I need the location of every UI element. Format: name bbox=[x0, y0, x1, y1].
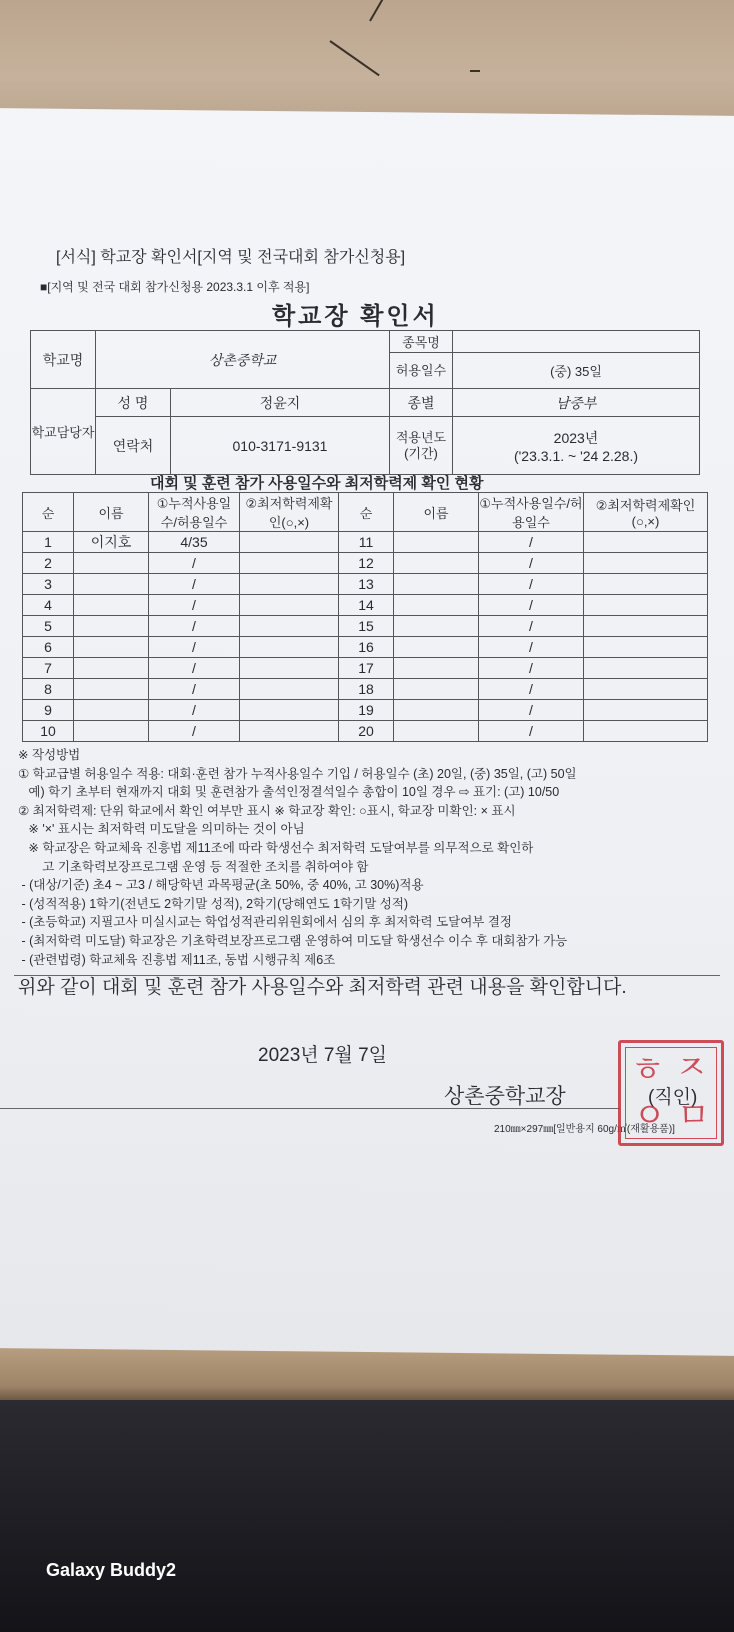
cell-no: 5 bbox=[23, 616, 74, 637]
cell-days: / bbox=[479, 616, 584, 637]
header-days: ①누적사용일수/허용일수 bbox=[149, 493, 240, 532]
divider bbox=[0, 1108, 620, 1109]
cell-days: / bbox=[479, 595, 584, 616]
guide-line: ① 학교급별 허용일수 적용: 대회·훈련 참가 누적사용일수 기입 / 허용일수 (초) 20일, (중) 35일, (고) 50일 bbox=[18, 766, 577, 781]
confirmation-statement: 위와 같이 대회 및 훈련 참가 사용일수와 최저학력 관련 내용을 확인합니다. bbox=[18, 977, 627, 998]
cell-name bbox=[74, 595, 149, 616]
cell-days: / bbox=[479, 553, 584, 574]
category-label: 종별 bbox=[390, 389, 453, 417]
period-range: ('23.3.1. ~ '24 2.28.) bbox=[513, 447, 639, 464]
sport-label: 종목명 bbox=[390, 331, 453, 353]
cell-name bbox=[74, 658, 149, 679]
cell-no: 17 bbox=[339, 658, 394, 679]
cell-days: / bbox=[149, 616, 240, 637]
cell-name bbox=[74, 679, 149, 700]
contact-label: 연락처 bbox=[96, 417, 171, 475]
cell-days: / bbox=[149, 637, 240, 658]
period-label: 적용년도(기간) bbox=[390, 417, 453, 475]
cell-no: 12 bbox=[339, 553, 394, 574]
table-row bbox=[23, 553, 708, 574]
cell-no: 8 bbox=[23, 679, 74, 700]
period-cell bbox=[453, 417, 700, 475]
header-check: ②최저학력제확인(○,×) bbox=[584, 493, 708, 532]
cell-name bbox=[394, 595, 479, 616]
cell-check bbox=[584, 574, 708, 595]
guide-line: ※ '×' 표시는 최저학력 미도달을 의미하는 것이 아님 bbox=[18, 822, 305, 837]
guide-line: ② 최저학력제: 단위 학교에서 확인 여부만 표시 ※ 학교장 확인: ○표시, 학교장 미확인: × 표시 bbox=[18, 803, 516, 818]
cell-name bbox=[394, 700, 479, 721]
cell-no: 13 bbox=[339, 574, 394, 595]
allowed-days-value: (중) 35일 bbox=[453, 353, 700, 389]
guide-line: - (성적적용) 1학기(전년도 2학기말 성적), 2학기(당해연도 1학기말 성적) bbox=[18, 896, 409, 911]
guide-line: - (대상/기준) 초4 ~ 고3 / 해당학년 과목평균(초 50%, 중 40%, 고 30%)적용 bbox=[18, 878, 424, 893]
wall-crack bbox=[329, 40, 379, 76]
staff-label: 학교담당자 bbox=[31, 389, 96, 475]
principal-name: 상촌중학교장 bbox=[444, 1085, 566, 1108]
cell-check bbox=[584, 616, 708, 637]
cell-no: 4 bbox=[23, 595, 74, 616]
cell-no: 6 bbox=[23, 637, 74, 658]
cell-no: 16 bbox=[339, 637, 394, 658]
cell-no: 15 bbox=[339, 616, 394, 637]
cell-no: 3 bbox=[23, 574, 74, 595]
apply-note: ■[지역 및 전국 대회 참가신청용 2023.3.1 이후 적용] bbox=[40, 280, 310, 294]
cell-name bbox=[394, 532, 479, 553]
cell-days: / bbox=[149, 574, 240, 595]
name-label: 성 명 bbox=[96, 389, 171, 417]
cell-name bbox=[394, 574, 479, 595]
period-year: 2023년 bbox=[553, 429, 599, 446]
cell-days: / bbox=[479, 658, 584, 679]
table-row bbox=[23, 658, 708, 679]
school-value: 상촌중학교 bbox=[96, 331, 390, 389]
cell-days: / bbox=[149, 721, 240, 742]
form-label: [서식] 학교장 확인서[지역 및 전국대회 참가신청용] bbox=[56, 249, 406, 266]
table-row bbox=[23, 679, 708, 700]
cell-days: / bbox=[479, 721, 584, 742]
cell-check bbox=[584, 532, 708, 553]
camera-watermark: Galaxy Buddy2 bbox=[46, 1560, 177, 1580]
header-no: 순 bbox=[23, 493, 74, 532]
header-name: 이름 bbox=[394, 493, 479, 532]
cell-days: 4/35 bbox=[149, 532, 240, 553]
cell-no: 19 bbox=[339, 700, 394, 721]
guide-line: ※ 작성방법 bbox=[18, 748, 81, 762]
cell-check bbox=[240, 658, 339, 679]
cell-check bbox=[240, 700, 339, 721]
wall-crack bbox=[369, 0, 393, 22]
cell-name bbox=[74, 721, 149, 742]
seal-mark: ㅇ bbox=[633, 1096, 666, 1136]
cell-check bbox=[584, 700, 708, 721]
cell-no: 7 bbox=[23, 658, 74, 679]
guide-line: - (관련법령) 학교체육 진흥법 제11조, 동법 시행규칙 제6조 bbox=[18, 952, 336, 967]
cell-check bbox=[584, 595, 708, 616]
cell-check bbox=[240, 595, 339, 616]
cell-days: / bbox=[479, 574, 584, 595]
cell-check bbox=[240, 553, 339, 574]
table-row bbox=[23, 721, 708, 742]
signature-mark: (직인) bbox=[648, 1087, 698, 1108]
cell-name bbox=[74, 637, 149, 658]
wall-crack bbox=[470, 70, 480, 72]
cell-check bbox=[584, 553, 708, 574]
cell-no: 11 bbox=[339, 532, 394, 553]
status-title: 대회 및 훈련 참가 사용일수와 최저학력제 확인 현황 bbox=[150, 475, 484, 492]
cell-days: / bbox=[479, 637, 584, 658]
guide-line: ※ 학교장은 학교체육 진흥법 제11조에 따라 학생선수 최저학력 도달여부를 의무적으로 확인하 bbox=[18, 840, 534, 855]
writing-guide bbox=[18, 746, 718, 969]
guide-line: - (최저학력 미도달) 학교장은 기초학력보장프로그램 운영하여 미도달 학생선수 이수 후 대회참가 가능 bbox=[18, 933, 568, 948]
cell-check bbox=[584, 658, 708, 679]
category-value: 남중부 bbox=[453, 389, 700, 417]
guide-line: - (초등학교) 지필고사 미실시교는 학업성적관리위원회에서 심의 후 최저학력 도달여부 결정 bbox=[18, 915, 512, 930]
cell-check bbox=[240, 616, 339, 637]
sport-value bbox=[453, 331, 700, 353]
guide-line: 고 기초학력보장프로그램 운영 등 적절한 조치를 취하여야 함 bbox=[18, 859, 369, 874]
cell-no: 18 bbox=[339, 679, 394, 700]
table-row bbox=[23, 616, 708, 637]
cell-no: 10 bbox=[23, 721, 74, 742]
cell-name: 이지호 bbox=[74, 532, 149, 553]
allowed-days-label: 허용일수 bbox=[390, 353, 453, 389]
cell-name bbox=[394, 679, 479, 700]
table-row bbox=[23, 700, 708, 721]
paper-size-note: 210㎜×297㎜[일반용지 60g/㎡(재활용품)] bbox=[494, 1124, 675, 1135]
cell-no: 1 bbox=[23, 532, 74, 553]
table-row bbox=[23, 532, 708, 553]
school-label: 학교명 bbox=[31, 331, 96, 389]
status-grid-body bbox=[23, 532, 708, 742]
cell-days: / bbox=[479, 532, 584, 553]
header-days: ①누적사용일수/허용일수 bbox=[479, 493, 584, 532]
header-no: 순 bbox=[339, 493, 394, 532]
cell-days: / bbox=[149, 679, 240, 700]
cell-check bbox=[584, 721, 708, 742]
confirm-date: 2023년 7월 7일 bbox=[258, 1045, 388, 1066]
cell-check bbox=[240, 679, 339, 700]
seal-mark: ㅁ bbox=[677, 1096, 710, 1136]
info-table bbox=[30, 330, 700, 475]
cell-name bbox=[394, 637, 479, 658]
name-value: 정윤지 bbox=[171, 389, 390, 417]
cell-check bbox=[240, 574, 339, 595]
document-title: 학교장 확인서 bbox=[272, 303, 439, 330]
table-row bbox=[23, 574, 708, 595]
cell-check bbox=[240, 637, 339, 658]
header-name: 이름 bbox=[74, 493, 149, 532]
cell-check bbox=[240, 532, 339, 553]
cell-no: 2 bbox=[23, 553, 74, 574]
cell-days: / bbox=[149, 595, 240, 616]
cell-no: 9 bbox=[23, 700, 74, 721]
cell-days: / bbox=[149, 658, 240, 679]
cell-name bbox=[74, 574, 149, 595]
cell-check bbox=[584, 679, 708, 700]
cell-name bbox=[74, 616, 149, 637]
school-seal-stamp bbox=[618, 1040, 724, 1146]
cell-days: / bbox=[149, 700, 240, 721]
cell-name bbox=[74, 553, 149, 574]
table-row bbox=[23, 595, 708, 616]
cell-name bbox=[394, 616, 479, 637]
cell-name bbox=[394, 721, 479, 742]
cell-days: / bbox=[479, 679, 584, 700]
cell-days: / bbox=[149, 553, 240, 574]
cell-days: / bbox=[479, 700, 584, 721]
contact-value: 010-3171-9131 bbox=[171, 417, 390, 475]
cell-no: 20 bbox=[339, 721, 394, 742]
cell-check bbox=[584, 637, 708, 658]
cell-no: 14 bbox=[339, 595, 394, 616]
header-check: ②최저학력제확인(○,×) bbox=[240, 493, 339, 532]
seal-mark: ㅎ bbox=[631, 1050, 664, 1090]
table-row bbox=[23, 637, 708, 658]
seal-mark: ㅈ bbox=[675, 1048, 708, 1088]
cell-name bbox=[394, 553, 479, 574]
cell-name bbox=[394, 658, 479, 679]
floor-background bbox=[0, 1400, 734, 1632]
cell-check bbox=[240, 721, 339, 742]
guide-line: 예) 학기 초부터 현재까지 대회 및 훈련참가 출석인정결석일수 총합이 10일 경우 ⇨ 표기: (고) 10/50 bbox=[18, 785, 560, 800]
cell-name bbox=[74, 700, 149, 721]
status-grid bbox=[22, 492, 708, 742]
